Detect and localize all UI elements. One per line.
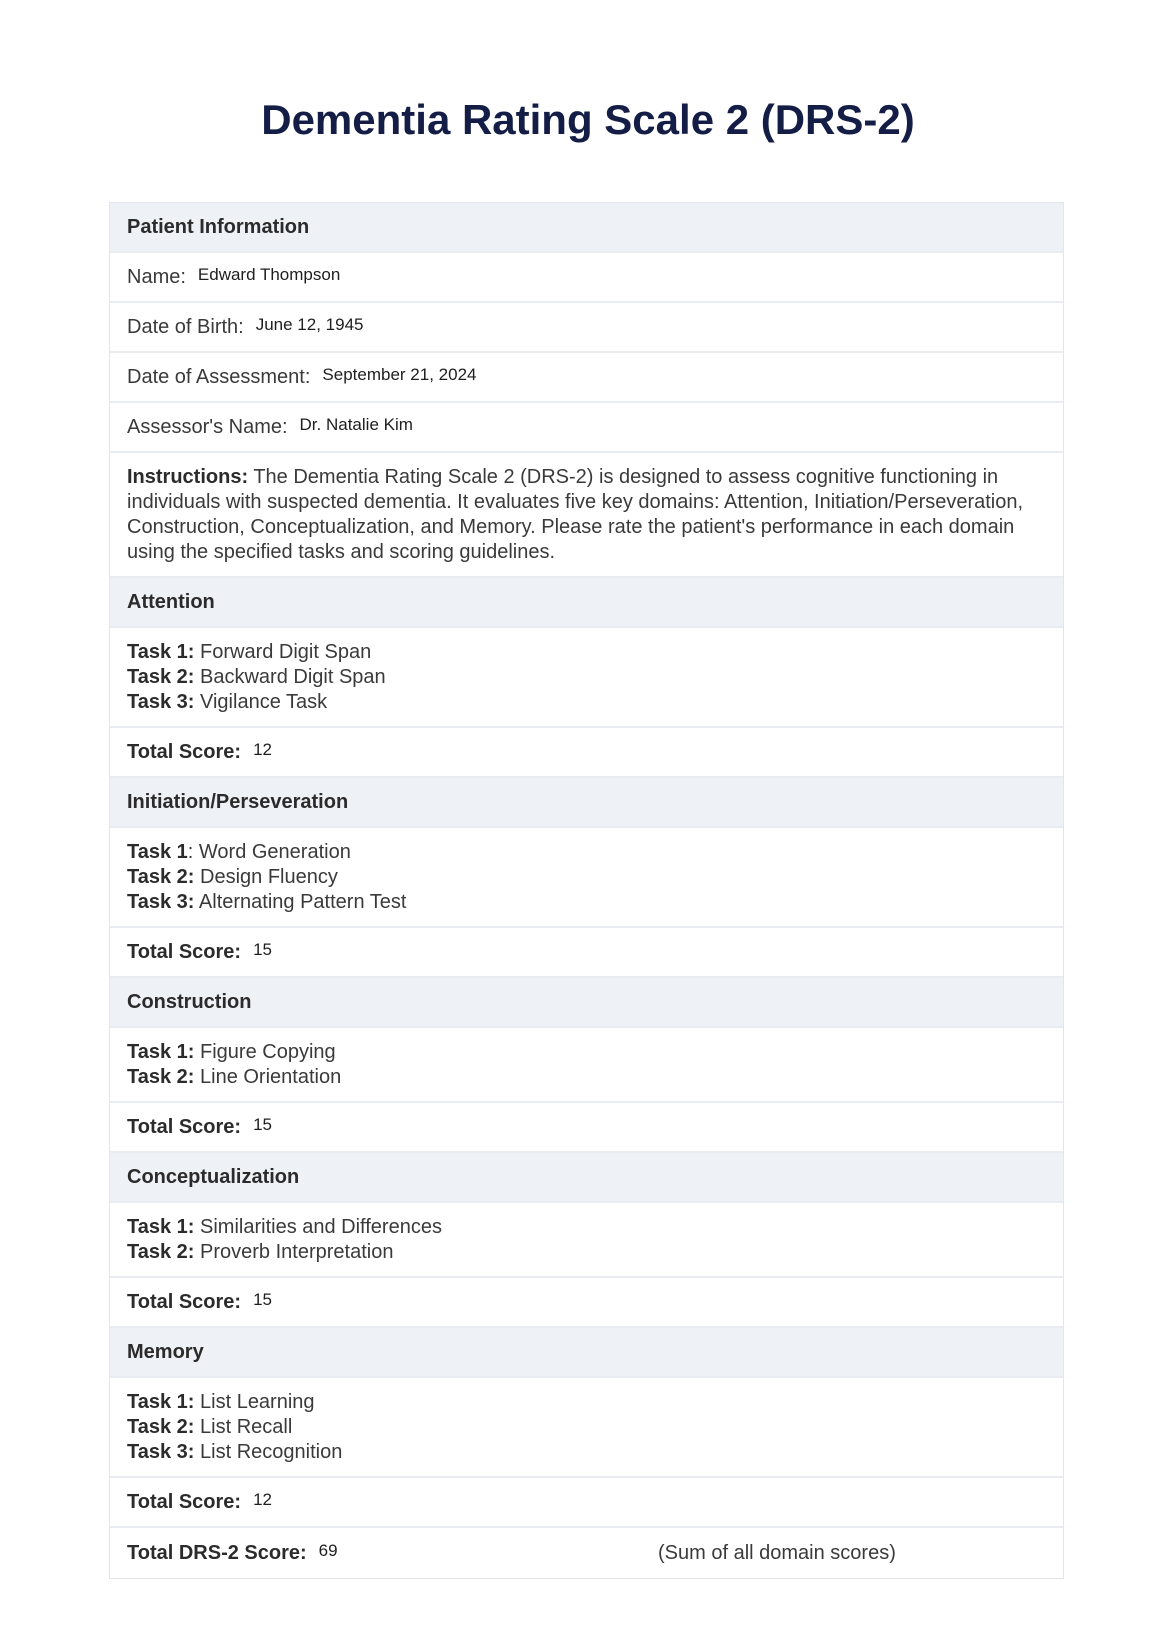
task-label: Task 2: (127, 666, 195, 688)
drs2-form (109, 202, 1064, 1579)
domain-score-attention (110, 728, 1063, 778)
task-text: Backward Digit Span (194, 666, 386, 688)
domain-heading-construction: Construction (110, 978, 1063, 1028)
domain-heading-initiation: Initiation/Perseveration (110, 778, 1063, 828)
task-label: Task 1: (127, 641, 195, 663)
task-item (127, 840, 1046, 865)
domain-score-conceptualization (110, 1278, 1063, 1328)
total-drs2-value: 69 (318, 1540, 338, 1560)
doa-value: September 21, 2024 (322, 364, 477, 384)
task-text: Proverb Interpretation (194, 1241, 394, 1263)
domain-heading-attention: Attention (110, 578, 1063, 628)
dob-row (110, 303, 1063, 353)
total-drs2-label: Total DRS-2 Score: (127, 1541, 307, 1564)
task-item (127, 890, 1046, 915)
total-score-label: Total Score: (127, 1115, 242, 1138)
task-item (127, 665, 1046, 690)
domain-tasks-memory (110, 1378, 1063, 1478)
instructions-label: Instructions: (127, 466, 249, 488)
task-label: Task 3: (127, 691, 195, 713)
total-score-label: Total Score: (127, 1490, 242, 1513)
name-label: Name: (127, 265, 186, 288)
doa-row (110, 353, 1063, 403)
domain-tasks-construction (110, 1028, 1063, 1103)
task-label: Task 1: (127, 1391, 195, 1413)
total-score-label: Total Score: (127, 940, 242, 963)
task-label: Task 2: (127, 1066, 195, 1088)
total-score-value: 12 (253, 1489, 273, 1509)
total-score-value: 12 (253, 739, 273, 759)
total-drs2-note: (Sum of all domain scores) (658, 1541, 896, 1564)
total-drs2-score-row (110, 1528, 1063, 1578)
task-item (127, 1040, 1046, 1065)
task-text: Similarities and Differences (194, 1216, 442, 1238)
total-score-label: Total Score: (127, 740, 242, 763)
total-score-value: 15 (253, 1289, 273, 1309)
task-label: Task 3: (127, 1441, 195, 1463)
task-item (127, 1415, 1046, 1440)
task-item (127, 1440, 1046, 1465)
domain-score-initiation (110, 928, 1063, 978)
task-label: Task 1: (127, 1041, 195, 1063)
task-text: Forward Digit Span (194, 641, 372, 663)
task-text: List Recall (194, 1416, 293, 1438)
domain-score-memory (110, 1478, 1063, 1528)
task-label: Task 2: (127, 1416, 195, 1438)
patient-info-heading: Patient Information (110, 203, 1063, 253)
doa-label: Date of Assessment: (127, 365, 311, 388)
task-text: : Word Generation (187, 841, 351, 863)
domain-heading-memory: Memory (110, 1328, 1063, 1378)
assessor-label: Assessor's Name: (127, 415, 288, 438)
task-item (127, 640, 1046, 665)
dob-label: Date of Birth: (127, 315, 244, 338)
task-label: Task 3: (127, 891, 195, 913)
task-item (127, 865, 1046, 890)
total-score-label: Total Score: (127, 1290, 242, 1313)
task-text: Vigilance Task (194, 691, 328, 713)
domain-tasks-initiation (110, 828, 1063, 928)
domain-score-construction (110, 1103, 1063, 1153)
task-item (127, 1240, 1046, 1265)
task-label: Task 2: (127, 1241, 195, 1263)
task-text: Line Orientation (194, 1066, 342, 1088)
instructions (110, 453, 1063, 578)
task-item (127, 1215, 1046, 1240)
instructions-text: The Dementia Rating Scale 2 (DRS-2) is designed to assess cognitive functioning in individuals with suspected dementia. It evaluates five key domains: Attention, Initiation/Perseveration, Construction, Conceptualization, and Memory. Please rate the patient's performance in each domain using the specified tasks and scoring guidelines. (127, 466, 1024, 563)
task-item (127, 690, 1046, 715)
task-item (127, 1065, 1046, 1090)
name-row (110, 253, 1063, 303)
task-text: Alternating Pattern Test (194, 891, 407, 913)
task-text: List Recognition (194, 1441, 343, 1463)
name-value: Edward Thompson (197, 264, 341, 284)
assessor-row (110, 403, 1063, 453)
domain-heading-conceptualization: Conceptualization (110, 1153, 1063, 1203)
task-text: List Learning (194, 1391, 315, 1413)
task-label: Task 1: (127, 1216, 195, 1238)
task-item (127, 1390, 1046, 1415)
assessor-value: Dr. Natalie Kim (299, 414, 413, 434)
dob-value: June 12, 1945 (255, 314, 364, 334)
total-score-value: 15 (253, 1114, 273, 1134)
task-label: Task 1 (127, 841, 188, 863)
domain-tasks-conceptualization (110, 1203, 1063, 1278)
task-text: Figure Copying (194, 1041, 336, 1063)
domain-tasks-attention (110, 628, 1063, 728)
total-score-value: 15 (253, 939, 273, 959)
task-label: Task 2: (127, 866, 195, 888)
task-text: Design Fluency (194, 866, 338, 888)
page-title: Dementia Rating Scale 2 (DRS-2) (261, 96, 915, 143)
